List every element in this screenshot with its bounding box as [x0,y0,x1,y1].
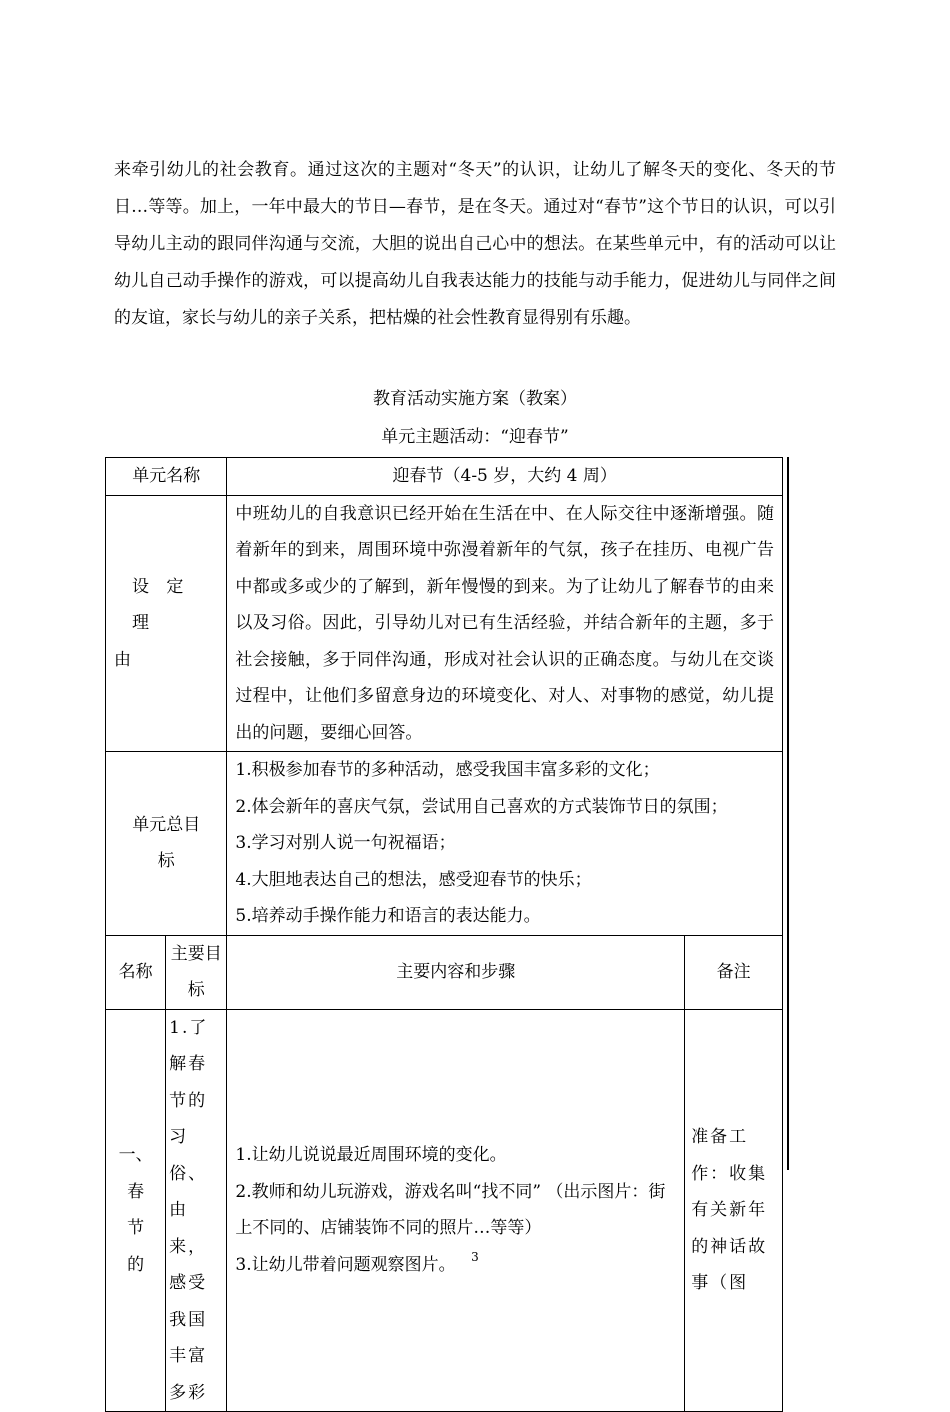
activity-steps [227,1009,685,1412]
activity-note: 准备工作：收集有关新年的神话故事（图 [685,1009,783,1412]
reason-row [106,495,783,752]
reason-text: 中班幼儿的自我意识已经开始在生活在中、在人际交往中逐渐增强。随着新年的到来，周围环境中弥漫着新年的气氛，孩子在挂历、电视广告中都或多或少的了解到，新年慢慢的到来。为了让幼儿了解春节的由来以及习俗。因此，引导幼儿对已有生活经验，并结合新年的主题，多于社会接触，多于同伴沟通，形成对社会认识的正确态度。与幼儿在交谈过程中，让他们多留意身边的环境变化、对人、对事物的感觉，幼儿提出的问题，要细心回答。 [227,495,783,752]
document-subtitle: 单元主题活动：“迎春节” [381,427,569,447]
page-number: 3 [471,1250,479,1264]
goals-label-line1: 单元总目 [132,814,201,835]
activity-name-char: 的 [127,1254,145,1275]
intro-paragraph [114,152,836,337]
goals-label [106,752,227,936]
unit-name-label: 单元名称 [106,458,227,496]
goals-list [227,752,783,936]
goals-row [106,752,783,936]
step-item: 2.教师和幼儿玩游戏，游戏名叫“找不同” （出示图片：街上不同的、店铺装饰不同的照片…等等） [235,1181,666,1239]
activity-goal: 1.了解春节的习俗、由来，感受我国丰富多彩 [166,1009,227,1412]
unit-name-row [106,458,783,496]
activity-name-char: 春 [127,1181,145,1202]
reason-label-line2: 由 [114,649,137,670]
step-item: 3.让幼儿带着问题观察图片。 [235,1254,456,1275]
header-main-goal: 主要目标 [166,935,227,1009]
activity-row [106,1009,783,1412]
goal-item: 5.培养动手操作能力和语言的表达能力。 [235,906,541,926]
goal-item: 4.大胆地表达自己的想法，感受迎春节的快乐； [235,869,592,890]
header-name: 名称 [106,935,166,1009]
table-right-border [787,457,789,1170]
activity-name [106,1009,166,1412]
goals-label-line2: 标 [157,851,175,872]
goal-item: 2.体会新年的喜庆气氛，尝试用自己喜欢的方式装饰节日的氛围； [235,796,728,817]
document-title: 教育活动实施方案（教案） [373,389,577,409]
lesson-plan-table [105,457,783,1412]
header-note: 备注 [685,935,783,1009]
step-item: 1.让幼儿说说最近周围环境的变化。 [235,1145,507,1166]
activity-header-row [106,935,783,1009]
header-content: 主要内容和步骤 [227,935,685,1009]
reason-label [106,495,227,752]
activity-name-char: 一、 [118,1145,153,1166]
activity-name-char: 节 [127,1218,145,1239]
goal-item: 3.学习对别人说一句祝福语； [235,833,456,853]
goal-item: 1.积极参加春节的多种活动，感受我国丰富多彩的文化； [235,760,660,780]
reason-label-line1: 设 定 理 [132,576,190,633]
unit-name-value: 迎春节（4-5 岁，大约 4 周） [227,458,783,496]
intro-text: 来牵引幼儿的社会教育。通过这次的主题对“冬天”的认识，让幼儿了解冬天的变化、冬天的节日…等等。加上，一年中最大的节日—春节，是在冬天。通过对“春节”这个节日的认识，可以引导幼儿主动的跟同伴沟通与交流，大胆的说出自己心中的想法。在某些单元中，有的活动可以让幼儿自己动手操作的游戏，可以提高幼儿自我表达能力的技能与动手能力，促进幼儿与同伴之间的友谊，家长与幼儿的亲子关系，把枯燥的社会性教育显得别有乐趣。 [114,160,836,328]
